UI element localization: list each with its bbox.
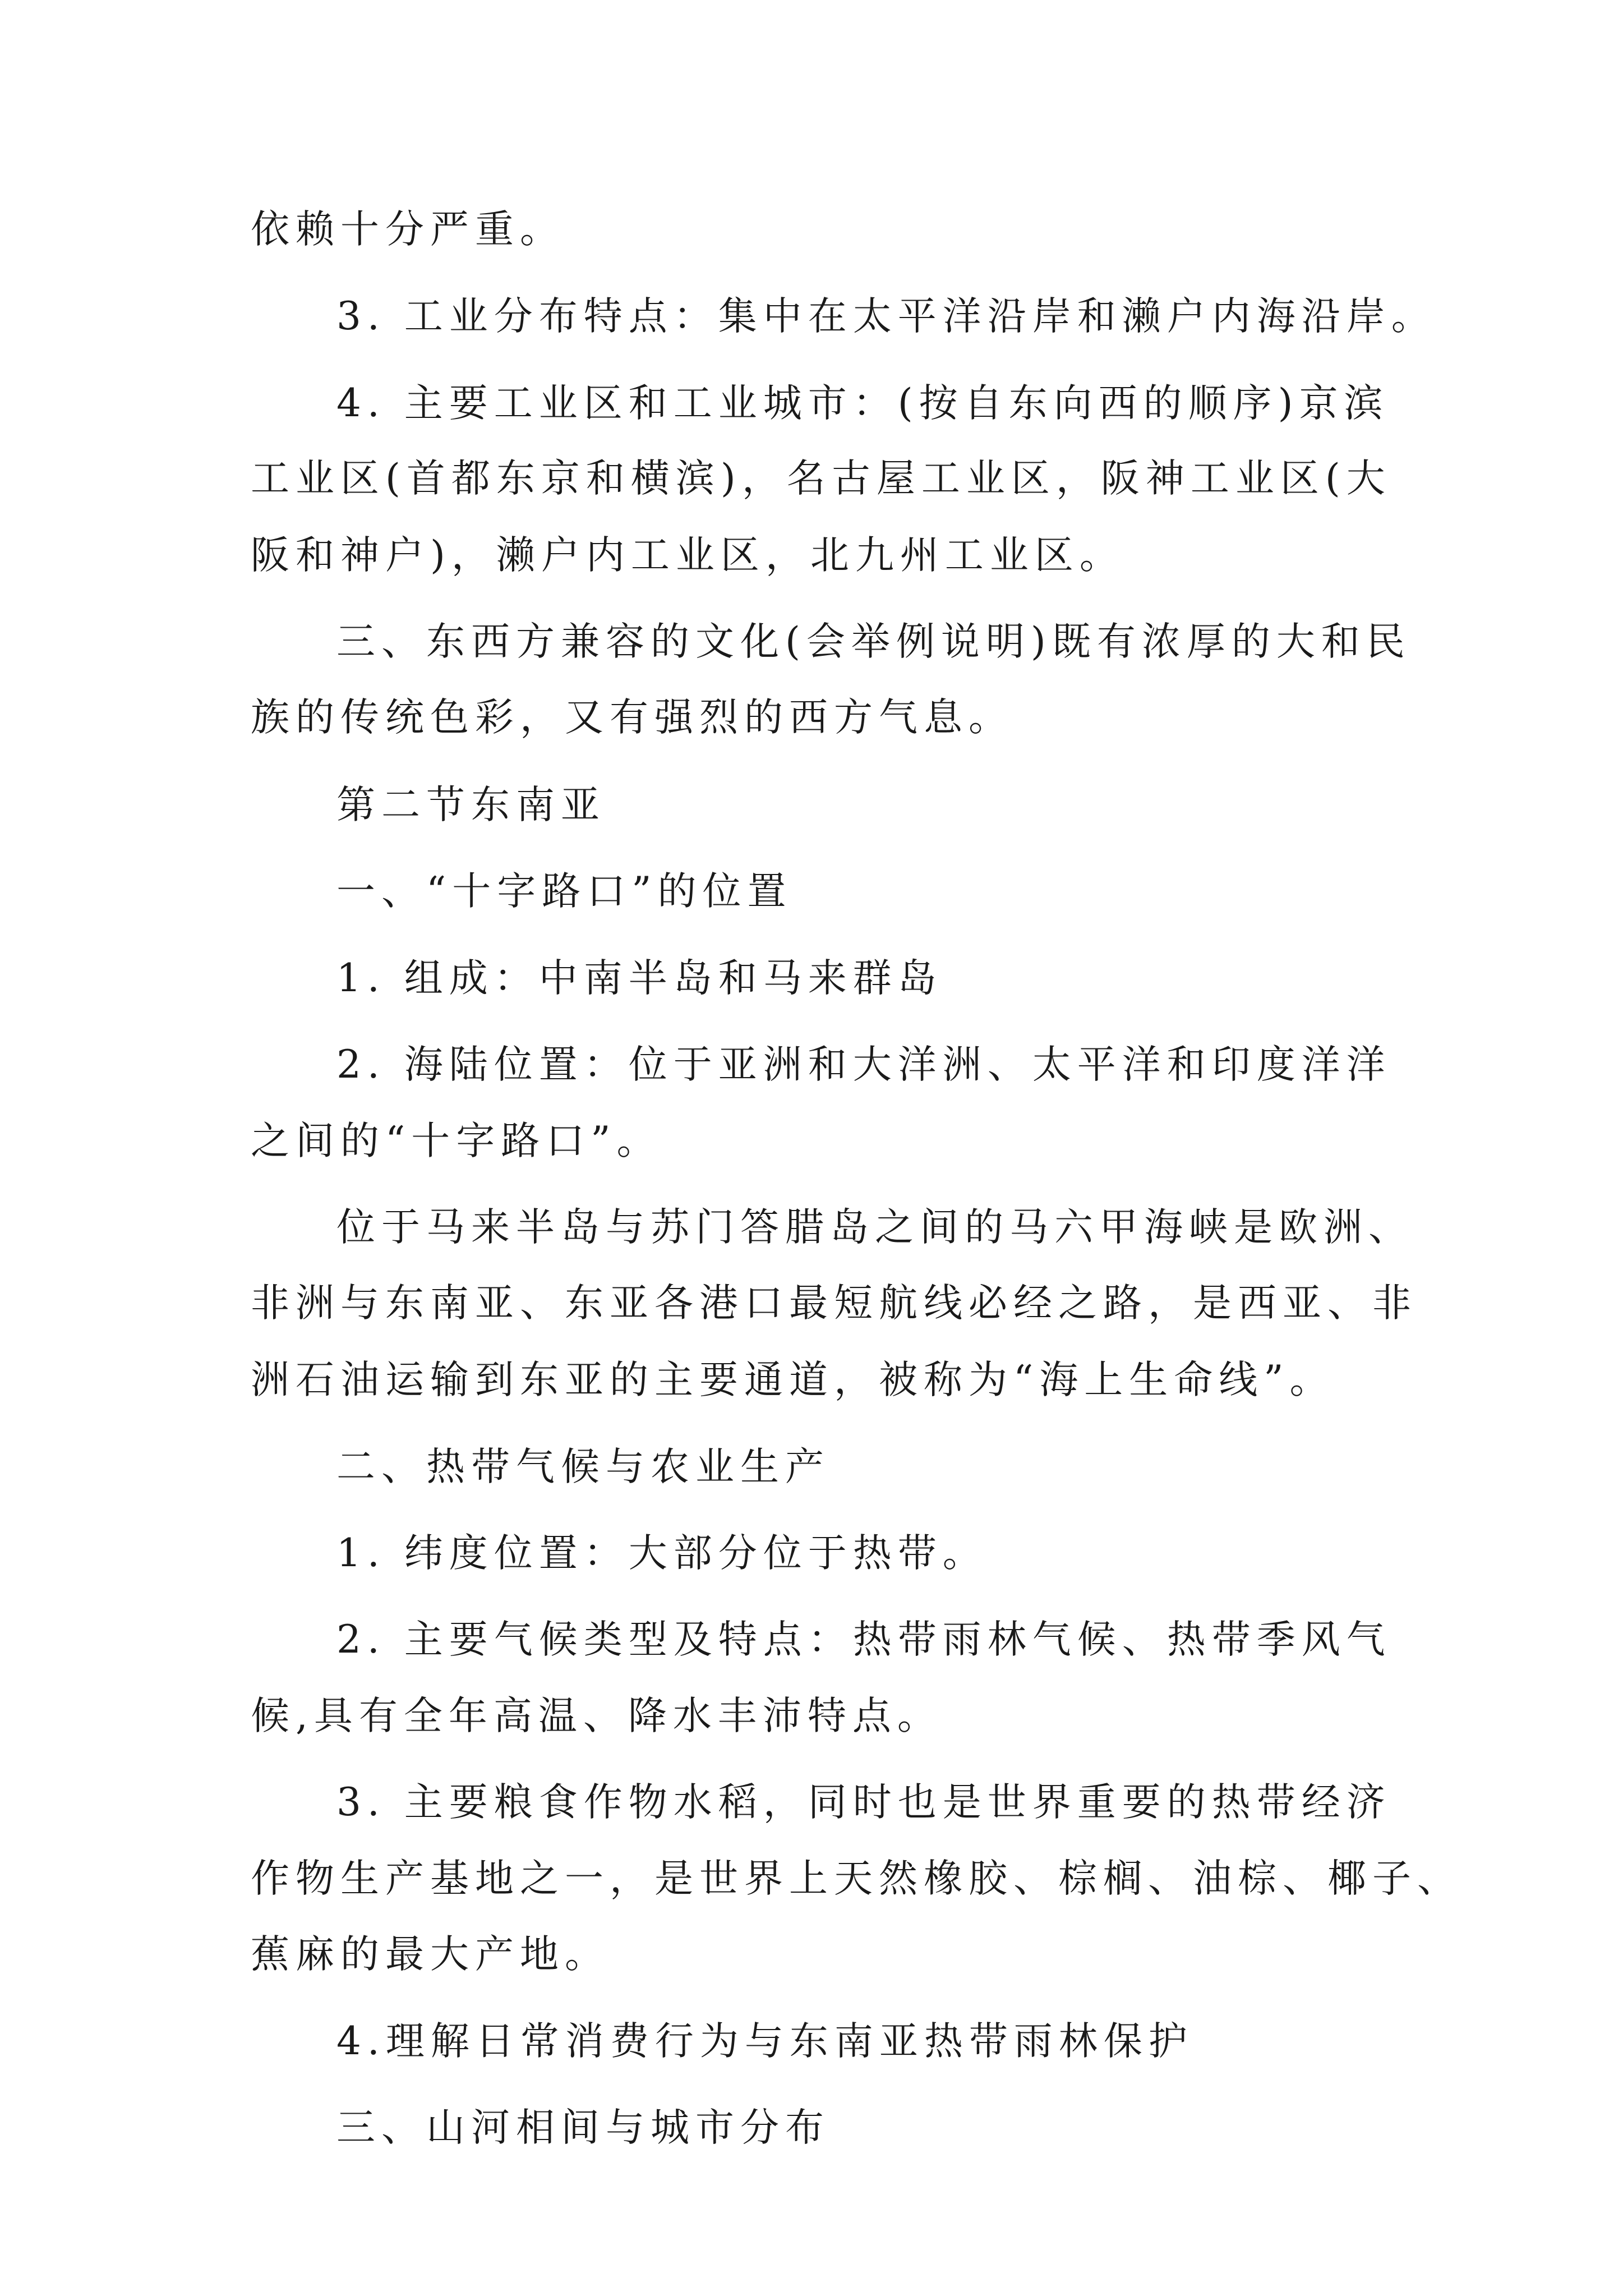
text-line-16: 二、热带气候与农业生产 bbox=[336, 1444, 830, 1489]
text-line-6: 三、东西方兼容的文化(会举例说明)既有浓厚的大和民 bbox=[336, 619, 1411, 664]
text-line-10: 1. 组成：中南半岛和马来群岛 bbox=[336, 956, 943, 1001]
text-line-1: 依赖十分严重。 bbox=[251, 207, 565, 252]
text-line-23: 4.理解日常消费行为与东南亚热带雨林保护 bbox=[336, 2019, 1193, 2064]
text-line-2: 3. 工业分布特点：集中在太平洋沿岸和濑户内海沿岸。 bbox=[336, 294, 1436, 339]
text-line-9: 一、“十字路口”的位置 bbox=[336, 869, 792, 914]
text-line-20: 3. 主要粮食作物水稻，同时也是世界重要的热带经济 bbox=[336, 1780, 1391, 1825]
text-line-11: 2. 海陆位置：位于亚洲和大洋洲、太平洋和印度洋洋 bbox=[336, 1042, 1391, 1087]
text-line-19: 候,具有全年高温、降水丰沛特点。 bbox=[251, 1694, 942, 1738]
text-line-21: 作物生产基地之一，是世界上天然橡胶、棕榈、油棕、椰子、 bbox=[251, 1856, 1462, 1901]
text-line-22: 蕉麻的最大产地。 bbox=[251, 1932, 610, 1977]
text-line-18: 2. 主要气候类型及特点：热带雨林气候、热带季风气 bbox=[336, 1617, 1391, 1662]
text-line-14: 非洲与东南亚、东亚各港口最短航线必经之路，是西亚、非 bbox=[251, 1281, 1417, 1326]
text-line-17: 1. 纬度位置：大部分位于热带。 bbox=[336, 1531, 988, 1576]
text-line-5: 阪和神户)，濑户内工业区，北九州工业区。 bbox=[251, 533, 1124, 578]
text-line-24: 三、山河相间与城市分布 bbox=[336, 2105, 830, 2150]
text-line-4: 工业区(首都东京和横滨)，名古屋工业区，阪神工业区(大 bbox=[251, 456, 1391, 501]
text-line-7: 族的传统色彩，又有强烈的西方气息。 bbox=[251, 695, 1013, 740]
text-line-13: 位于马来半岛与苏门答腊岛之间的马六甲海峡是欧洲、 bbox=[336, 1205, 1413, 1250]
section-heading: 第二节东南亚 bbox=[336, 783, 606, 827]
text-line-12: 之间的“十字路口”。 bbox=[251, 1119, 662, 1163]
text-line-15: 洲石油运输到东亚的主要通道，被称为“海上生命线”。 bbox=[251, 1358, 1335, 1402]
text-line-3: 4. 主要工业区和工业城市：(按自东向西的顺序)京滨 bbox=[336, 381, 1389, 426]
